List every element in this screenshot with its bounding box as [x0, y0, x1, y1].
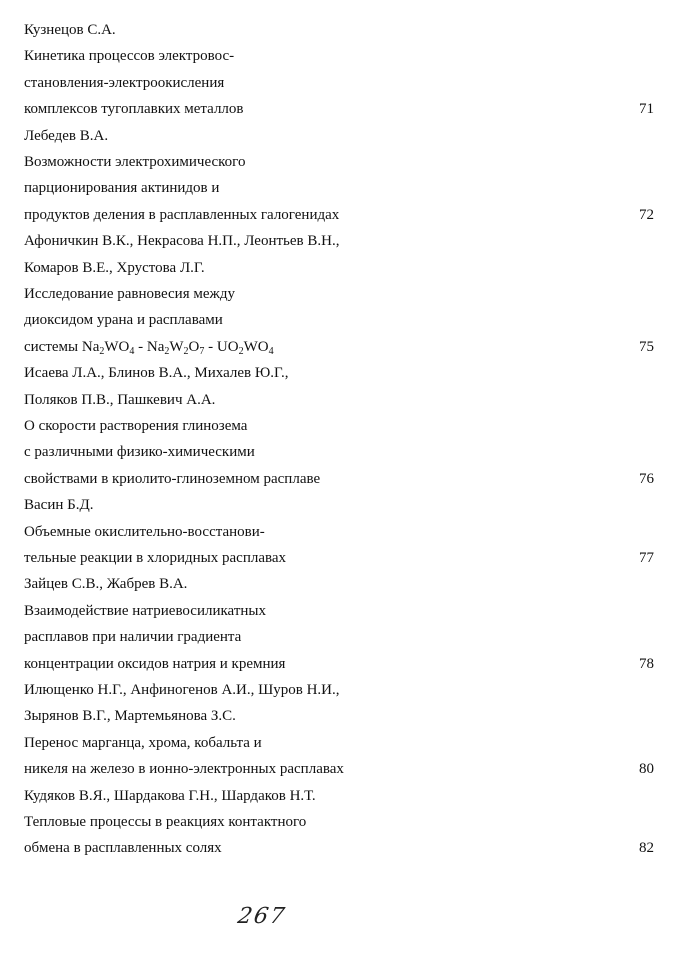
toc-line-text: Перенос марганца, хрома, кобальта и [24, 734, 262, 751]
toc-line [24, 520, 654, 544]
toc-line-text [24, 335, 274, 359]
toc-line [24, 388, 654, 412]
toc-line-text: обмена в расплавленных солях [24, 840, 222, 857]
toc-line-text: Зайцев С.В., Жабрев В.А. [24, 576, 188, 593]
toc-line-text: комплексов тугоплавких металлов [24, 101, 244, 118]
toc-line-text: тельные реакции в хлоридных расплавах [24, 550, 287, 566]
page-number: 72 [639, 206, 654, 223]
toc-line-text: Комаров В.Е., Хрустова Л.Г. [24, 259, 205, 276]
toc-line-text: свойствами в криолито-глиноземном расплаве [24, 470, 321, 487]
toc-line-text: Взаимодействие натриевосиликатных [24, 602, 266, 619]
text-segment: системы Na [24, 338, 100, 355]
toc-line-text: продуктов деления в расплавленных галогенидах [24, 206, 340, 223]
toc-line [24, 282, 654, 306]
page-number: 75 [639, 338, 654, 355]
toc-line [24, 599, 654, 623]
toc-line-text: Кинетика процессов электровос- [24, 48, 235, 65]
toc-line-text: Тепловые процессы в реакциях контактного [24, 814, 307, 830]
subscript: 2 [99, 345, 105, 357]
toc-line [24, 731, 654, 755]
toc-line [24, 493, 654, 517]
page-number: 76 [639, 470, 654, 487]
page-number: 78 [639, 655, 654, 672]
toc-line [24, 203, 654, 227]
subscript: 4 [129, 345, 135, 357]
toc-line-text: Кузнецов С.А. [24, 22, 116, 38]
toc-line [24, 414, 654, 438]
toc-line-text: Васин Б.Д. [24, 497, 94, 514]
toc-line-text: Возможности электрохимического [24, 154, 246, 170]
toc-line-text: Лебедев В.А. [24, 127, 109, 144]
toc-line [24, 652, 654, 676]
toc-line-text: Объемные окислительно-восстанови- [24, 523, 265, 540]
text-segment: W [169, 338, 184, 355]
toc-line [24, 71, 654, 95]
toc-line [24, 256, 654, 280]
toc-line-text: Исследование равновесия между [24, 286, 236, 302]
toc-line-text: О скорости растворения глинозема [24, 418, 248, 434]
toc-line-text: с различными физико-химическими [24, 444, 255, 461]
toc-line-text: Илющенко Н.Г., Анфиногенов А.И., Шуров Н.И., [24, 682, 340, 698]
text-segment: WO [104, 338, 130, 355]
toc-line [24, 97, 654, 121]
handwritten-page-number: 267 [235, 904, 289, 929]
toc-line [24, 124, 654, 148]
toc-line-text: Кудяков В.Я., Шардакова Г.Н., Шардаков Н.Т. [24, 787, 316, 804]
text-segment: WO [243, 338, 269, 355]
text-segment: - UO [204, 338, 239, 355]
page-number: 82 [639, 840, 654, 857]
page-number: 80 [639, 761, 654, 778]
subscript: 2 [183, 345, 189, 357]
toc-line [24, 44, 654, 68]
toc-line-text: диоксидом урана и расплавами [24, 312, 223, 329]
toc-line-text: расплавов при наличии градиента [24, 629, 242, 646]
toc-line [24, 572, 654, 596]
toc-line-text: никеля на железо в ионно-электронных расплавах [24, 761, 344, 778]
toc-line-text: концентрации оксидов натрия и кремния [24, 655, 286, 672]
toc-line [24, 810, 654, 834]
toc-line-text: Афоничкин В.К., Некрасова Н.П., Леонтьев В.Н., [24, 233, 340, 250]
toc-line [24, 546, 654, 570]
subscript: 2 [238, 345, 244, 357]
subscript: 4 [268, 345, 274, 357]
toc-line [24, 229, 654, 253]
toc-line-text: Зырянов В.Г., Мартемьянова З.С. [24, 708, 236, 725]
toc-line [24, 625, 654, 649]
toc-line-text: Поляков П.В., Пашкевич А.А. [24, 391, 216, 408]
toc-line [24, 467, 654, 491]
page-number: 71 [639, 101, 654, 118]
subscript: 2 [164, 345, 170, 357]
toc-line [24, 440, 654, 464]
toc-line-text: становления-электроокисления [24, 74, 225, 91]
toc-line [24, 784, 654, 808]
toc-line [24, 704, 654, 728]
toc-line [24, 176, 654, 200]
toc-line-text: парционирования актинидов и [24, 180, 220, 197]
text-segment: - Na [134, 338, 165, 355]
toc-line [24, 150, 654, 174]
toc-line [24, 335, 654, 359]
toc-line [24, 18, 654, 42]
page-number: 77 [639, 550, 654, 566]
toc-line [24, 678, 654, 702]
toc-line-text: Исаева Л.А., Блинов В.А., Михалев Ю.Г., [24, 365, 289, 382]
toc-line [24, 757, 654, 781]
text-segment: O [188, 338, 200, 355]
toc-line [24, 308, 654, 332]
subscript: 7 [199, 345, 205, 357]
toc-line [24, 836, 654, 860]
toc-line [24, 361, 654, 385]
